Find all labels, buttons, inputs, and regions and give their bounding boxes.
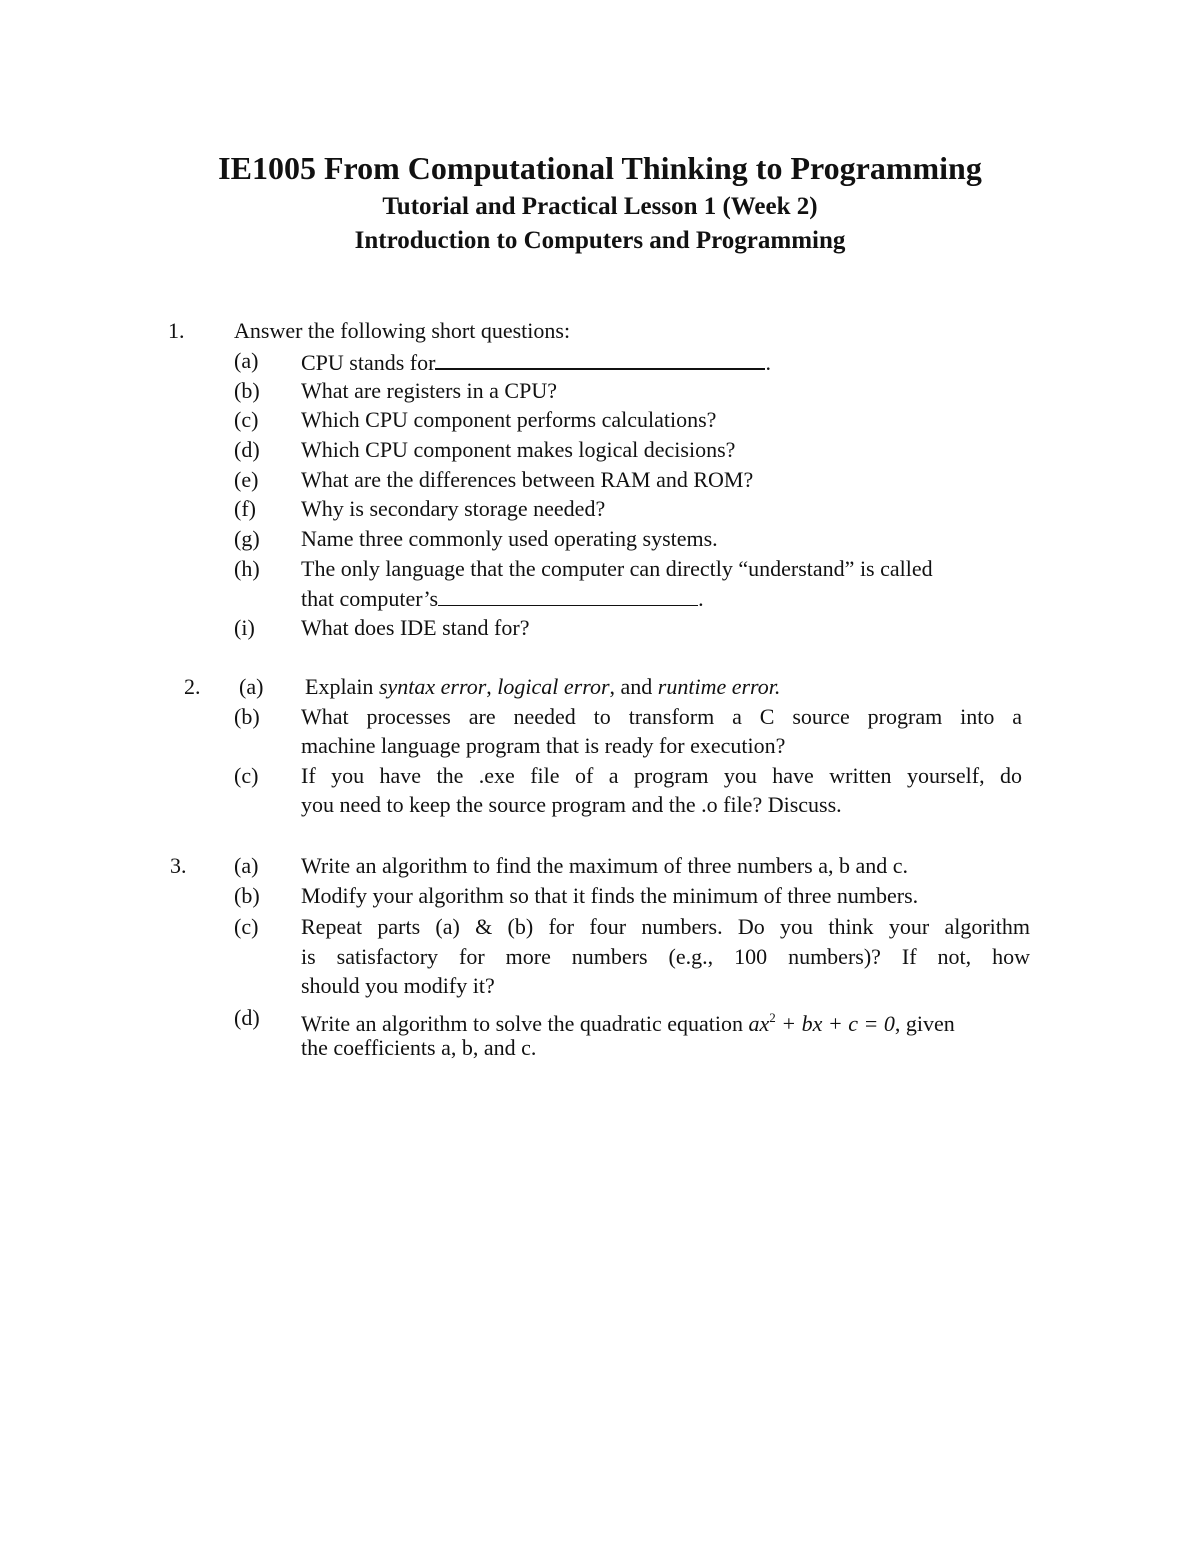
question-1e [0,465,1200,495]
part-label: (a) [234,853,259,878]
part-label: (a) [239,674,264,699]
question-1h [0,554,1200,584]
equation-term: ax [748,1011,770,1036]
question-1c [0,405,1200,435]
part-label: (d) [234,437,260,462]
part-text: Why is secondary storage needed? [301,496,606,521]
part-label: (e) [234,467,259,492]
question-3b [0,881,1200,911]
part-text: should you modify it? [301,973,495,998]
text-segment: , given [894,1011,955,1036]
part-text: is satisfactory for more numbers (e.g., 100 numbers)? If not, how [301,944,1030,969]
part-text: machine language program that is ready for execution? [301,733,786,758]
document-subtitle: Tutorial and Practical Lesson 1 (Week 2) [382,193,818,220]
document-topic: Introduction to Computers and Programming [354,227,846,254]
part-text: Repeat parts (a) & (b) for four numbers. Do you think your algorithm [301,914,1030,939]
part-text: The only language that the computer can directly “understand” is called [301,556,933,581]
term-syntax-error: syntax error [378,674,487,699]
question-text: Answer the following short questions: [234,318,571,343]
part-label: (c) [234,407,259,432]
part-label: (d) [234,1005,260,1030]
question-2b-continued [0,731,1200,761]
part-text-end: . [698,586,704,611]
question-1h-continued [0,583,1200,613]
part-text: Modify your algorithm so that it finds the minimum of three numbers. [301,883,919,908]
term-logical-error: logical error [497,674,610,699]
part-text: Which CPU component performs calculations? [301,407,717,432]
part-label: (c) [234,763,259,788]
text-segment: , and [609,674,658,699]
equation-rest: + bx + c = 0 [775,1011,895,1036]
part-label: (b) [234,378,260,403]
part-text-end: . [765,350,771,375]
question-1f [0,494,1200,524]
question-2a [0,672,1200,702]
part-label: (h) [234,556,260,581]
part-text: If you have the .exe file of a program you have written yourself, do [301,763,1022,788]
document-title: IE1005 From Computational Thinking to Programming [218,150,982,186]
part-label: (c) [234,914,259,939]
question-1g [0,524,1200,554]
text-segment: Explain [305,674,379,699]
question-1d [0,435,1200,465]
part-text: Which CPU component makes logical decisions? [301,437,736,462]
question-number: 1. [168,318,185,343]
part-text: What are the differences between RAM and ROM? [301,467,754,492]
part-text: Write an algorithm to find the maximum of three numbers a, b and c. [301,853,908,878]
part-text [301,583,704,614]
part-text: you need to keep the source program and the .o file? Discuss. [301,792,842,817]
question-1-intro-line [0,316,1200,346]
answer-blank [438,583,698,606]
question-1b [0,376,1200,406]
text-segment: , [486,674,498,699]
question-3d [0,1003,1200,1036]
answer-blank [435,346,765,370]
part-text-prefix: CPU stands for [301,350,436,375]
question-3d-continued [0,1033,1200,1063]
part-text: Name three commonly used operating systems. [301,526,718,551]
equation-exponent: 2 [769,1010,776,1025]
question-1i [0,613,1200,643]
term-runtime-error: runtime error. [657,674,781,699]
part-label: (a) [234,348,259,373]
question-3c-continued [0,942,1200,972]
part-label: (g) [234,526,260,551]
part-text: the coefficients a, b, and c. [301,1035,537,1060]
part-text-prefix: that computer’s [301,586,439,611]
question-2c [0,761,1200,791]
question-2c-continued [0,790,1200,820]
part-text: What processes are needed to transform a C source program into a [301,704,1022,729]
question-2b [0,702,1200,732]
part-label: (f) [234,496,256,521]
question-3c-continued-2 [0,971,1200,1001]
part-text [305,672,780,702]
part-label: (b) [234,883,260,908]
question-3a [0,851,1200,881]
question-number: 3. [170,853,187,878]
question-1a [0,346,1200,376]
part-text: What are registers in a CPU? [301,378,557,403]
part-text [301,346,771,378]
question-number: 2. [184,674,201,699]
part-label: (i) [234,615,255,640]
text-segment: Write an algorithm to solve the quadratic equation [301,1011,749,1036]
question-3c [0,912,1200,942]
part-label: (b) [234,704,260,729]
part-text: What does IDE stand for? [301,615,530,640]
